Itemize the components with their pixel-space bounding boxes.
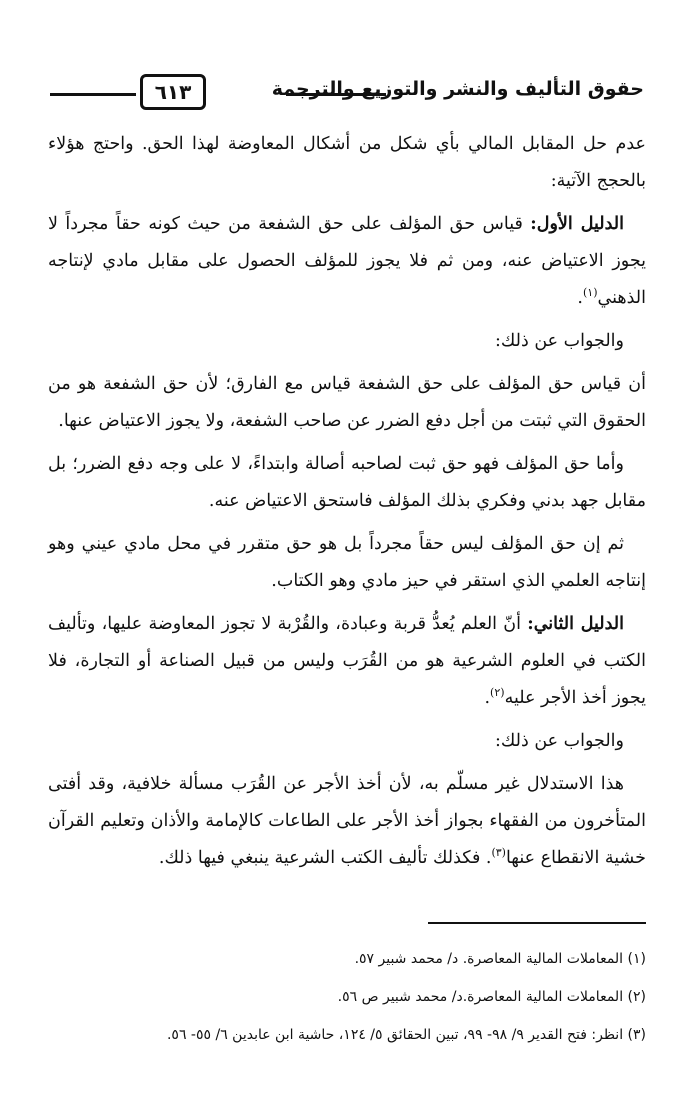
paragraph-disputed-wages — [48, 766, 646, 877]
footnote-3: (٣) انظر: فتح القدير ٩/ ٩٨- ٩٩، تبين الحقائق ٥/ ١٢٤، حاشية ابن عابدين ٦/ ٥٥- ٥٦. — [166, 1027, 646, 1043]
footnote-2: (٢) المعاملات المالية المعاصرة.د/ محمد شبير ص ٥٦. — [337, 989, 646, 1005]
footnote-ref-1[interactable]: (١) — [583, 286, 598, 300]
footnote-1: (١) المعاملات المالية المعاصرة. د/ محمد شبير ٥٧. — [354, 951, 646, 967]
paragraph-intro: عدم حل المقابل المالي بأي شكل من أشكال المعاوضة لهذا الحق. واحتج هؤلاء بالحجج الآتية: — [48, 134, 646, 191]
paragraph-author-right: وأما حق المؤلف فهو حق ثبت لصاحبه أصالة وابتداءً، لا على وجه دفع الضرر؛ بل مقابل جهد بدني وفكري بذلك المؤلف فاستحق الاعتياض عنه. — [48, 454, 646, 511]
footnote-ref-3[interactable]: (٣) — [491, 846, 506, 860]
running-header — [50, 74, 648, 110]
footnotes — [40, 940, 646, 1054]
paragraph-first-evidence — [48, 206, 646, 317]
paragraph-shufa-analogy: أن قياس حق المؤلف على حق الشفعة قياس مع الفارق؛ لأن حق الشفعة هو من الحقوق التي ثبتت من أجل دفع الضرر عن صاحب الشفعة، ولا يجوز الاعتياض عنها. — [48, 374, 646, 431]
header-rule-right — [286, 93, 386, 96]
paragraph-material-right: ثم إن حق المؤلف ليس حقاً مجرداً بل هو حق متقرر في محل مادي عيني وهو إنتاجه العلمي الذي استقر في حيز مادي وهو الكتاب. — [48, 534, 646, 591]
body-text — [48, 126, 646, 883]
header-rule-left — [50, 93, 136, 96]
header-title: حقوق التأليف والنشر والتوزيع والترجمة — [271, 78, 644, 100]
paragraph-second-evidence — [48, 606, 646, 717]
footnote-ref-2[interactable]: (٢) — [490, 686, 505, 700]
disputed-wages-text: هذا الاستدلال غير مسلّم به، لأن أخذ الأجر عن القُرَب مسألة خلافية، وقد أفتى المتأخرون من الفقهاء بجواز أخذ الأجر على الطاعات كالإمامة والأذان وتعليم القرآن خشية الانقطاع عنها — [48, 774, 646, 868]
first-evidence-end: . — [577, 288, 583, 308]
footnote-separator — [428, 922, 646, 924]
paragraph-answer-1: والجواب عن ذلك: — [495, 331, 624, 351]
disputed-wages-end: . فكذلك تأليف الكتب الشرعية ينبغي فيها ذلك. — [158, 848, 492, 868]
second-evidence-text: أنّ العلم يُعدُّ قربة وعبادة، والقُرْبة لا تجوز المعاوضة عليها، وتأليف الكتب في العلوم الشرعية هو من القُرَب وليس من قبيل الصناعة أو التجارة، فلا يجوز أخذ الأجر عليه — [48, 614, 646, 708]
second-evidence-end: . — [484, 688, 491, 708]
second-evidence-heading: الدليل الثاني: — [527, 614, 625, 634]
first-evidence-heading: الدليل الأول: — [530, 214, 624, 234]
paragraph-answer-2: والجواب عن ذلك: — [495, 731, 624, 751]
first-evidence-text: قياس حق المؤلف على حق الشفعة من حيث كونه حقاً مجرداً لا يجوز الاعتياض عنه، ومن ثم فلا يجوز للمؤلف الحصول على مقابل مادي لإنتاجه الذهني — [48, 214, 646, 308]
page-number: ٦١٣ — [140, 74, 206, 110]
